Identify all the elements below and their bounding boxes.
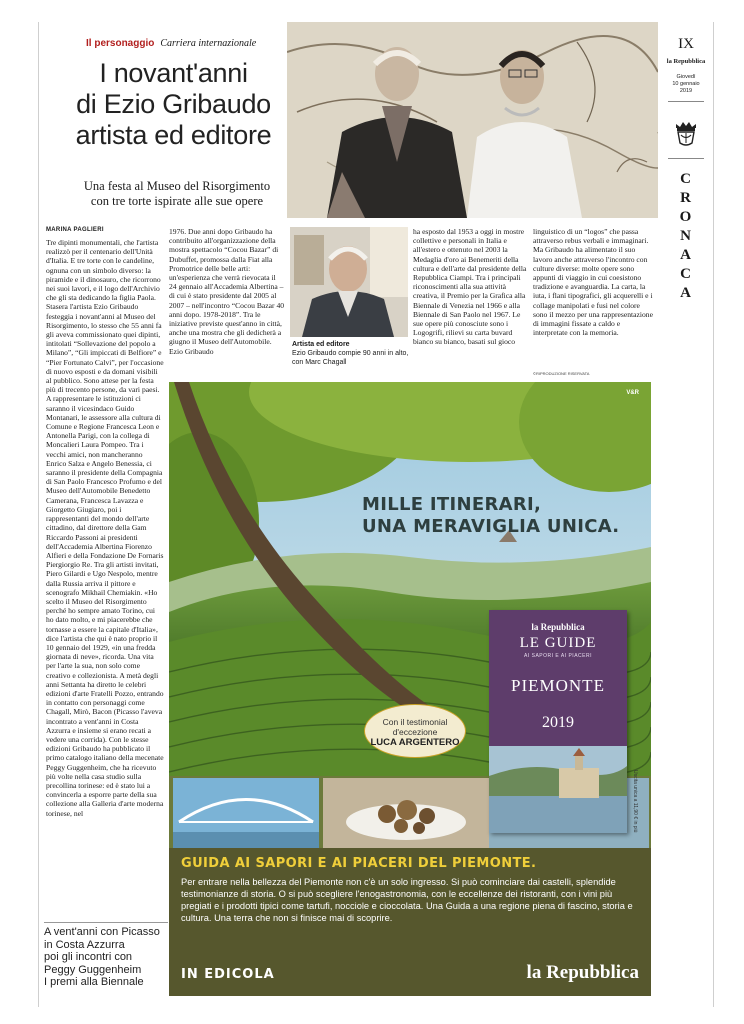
headline-line: I novant'anni xyxy=(99,58,248,88)
section-label xyxy=(670,170,702,303)
subheadline-line: con tre torte ispirate alle sue opere xyxy=(90,194,264,208)
price-note: Uscita unica a 11,90 € in più xyxy=(632,770,638,833)
main-photo xyxy=(287,22,658,218)
article-column-4: linguistico di un “logos” che passa attraverso rebus verbali e immaginari. Ma Gribaudo ha alimentato il suo lavoro anche attraverso l'incontro con culture diverse: molte opere sono appunti di viaggio in cui coesistono tradizione e avanguardia. La carta, la iuta, i flani tipografici, gli acquerelli e i collage manipolati e fusi nel colore sono il mezzo per una rappresentazione di immagini fissate a caldo e interpretate con la memoria. xyxy=(533,227,653,338)
ad-headline xyxy=(362,494,619,538)
ad-headline-line: UNA MERAVIGLIA UNICA. xyxy=(362,516,620,537)
subheadline-line: Una festa al Museo del Risorgimento xyxy=(83,179,271,193)
book-year: 2019 xyxy=(542,714,574,731)
section-letter: C xyxy=(680,171,692,187)
photo-caption: Ezio Gribaudo compie 90 anni in alto, con Marc Chagall xyxy=(292,350,409,366)
kicker-section: Il personaggio xyxy=(86,38,155,49)
advertisement[interactable] xyxy=(169,382,651,996)
date-line: 2019 xyxy=(679,88,693,94)
headline-line: artista ed editore xyxy=(75,120,272,150)
ad-body: Per entrare nella bellezza del Piemonte non c'è un solo ingresso. Si può cominciare dai castelli, splendide testimonianze di storia. O si può scegliere l'enogastronomia, con le eccellenze dei ristoranti, con i vini più pregiati e i prodotti tipici come tartufi, nocciole e cioccolata. Una Guida a una regione piena di fascino, storia e cultura. Una terra che non si finisce mai di scoprire. xyxy=(181,877,633,923)
divider xyxy=(668,101,704,102)
book-subtitle: AI SAPORI E AI PIACERI xyxy=(524,653,592,659)
pull-quote-line: A vent'anni con Picasso xyxy=(44,926,160,938)
subheadline xyxy=(82,179,272,209)
bubble-line xyxy=(365,717,465,737)
testimonial-name: LUCA ARGENTERO xyxy=(370,737,460,748)
bubble-line-1: Con il testimonial xyxy=(382,717,448,727)
headline-line: di Ezio Gribaudo xyxy=(76,89,271,119)
lake-castle-image xyxy=(489,746,627,833)
date-line: Giovedì xyxy=(676,74,696,80)
section-letter: A xyxy=(680,285,692,301)
repubblica-logo: la Repubblica xyxy=(526,962,639,983)
section-letter: A xyxy=(680,247,692,263)
section-letter: O xyxy=(679,209,693,225)
guide-book-cover xyxy=(489,610,638,833)
ad-title: GUIDA AI SAPORI E AI PIACERI DEL PIEMONTE. xyxy=(181,856,537,871)
pull-quote-line: poi gli incontri con xyxy=(44,951,133,963)
masthead-brand: la Repubblica xyxy=(666,58,706,65)
issue-date xyxy=(664,74,708,95)
book-region: PIEMONTE xyxy=(511,676,605,695)
copyright-note: ©RIPRODUZIONE RISERVATA xyxy=(533,371,590,376)
page-number: IX xyxy=(678,36,694,52)
article-column-3: ha esposto dal 1953 a oggi in mostre collettive e personali in Italia e all'estero e ottenuto nel 2003 la Medaglia d'oro ai Benemeriti della cultura e dell'arte dal presidente della Repubblica Ciampi. Tra i principali riconoscimenti alla sua attività creativa, il Premio per la Grafica alla Biennale di Venezia nel 1966 e alla Biennale di San Paolo nel 1967. Le sue opere più conosciute sono i Logogrifi, rilievi su carta buvard bianco su bianco, basati sul gioco xyxy=(413,227,527,347)
testimonial-bubble xyxy=(364,704,466,758)
pull-quote-line: in Costa Azzurra xyxy=(44,938,125,951)
pull-quote xyxy=(44,922,168,989)
book-series: LE GUIDE xyxy=(519,635,597,651)
section-letter: N xyxy=(680,228,692,244)
kicker-topic: Carriera internazionale xyxy=(160,38,257,49)
turin-crest-icon xyxy=(670,116,702,148)
divider xyxy=(668,158,704,159)
pull-quote-line: I premi alla Biennale xyxy=(44,976,144,988)
kicker xyxy=(86,38,256,49)
byline: MARINA PAGLIERI xyxy=(46,227,104,233)
book-brand: la Repubblica xyxy=(531,622,585,632)
ad-credit: V&R xyxy=(626,390,639,396)
section-letter: R xyxy=(680,190,692,206)
section-letter: C xyxy=(680,266,692,282)
article-column-2: 1976. Due anni dopo Gribaudo ha contribuito all'organizzazione della mostra spettacolo “Cocou Bazar” di Dubuffet, promossa dalla Fiat alla Promotrice delle belle arti: un'esperienza che verrà rievocata il 24 gennaio all'Accademia Albertina – di cui è stato presidente dal 2005 al 2007 – nell'incontro “Cocou Bazar 40 anni dopo. 1978-2018”. Tra le iniziative previste quest'anno in città, anche una mostra che gli dedicherà a giugno il Museo dell'Automobile. Ezio Gribaudo xyxy=(169,227,285,356)
date-line: 10 gennaio xyxy=(672,81,700,87)
article-column-1: Tre dipinti monumentali, che l'artista realizzò per il centenario dell'Unità d'Italia. E tre torte con le candeline, ognuna con un simbolo diverso: la piramide e il dinosauro, che ricorrono nei suoi lavori, e il logo dell'Archivio che gli sta dedicando la figlia Paola. Stasera l'artista Ezio Gribaudo festeggia i novant'anni al Museo del Risorgimento, lo stesso che 55 anni fa gli aveva commissionato quei dipinti, intitolati “Sollevazione del popolo a Milano”, “Gli impiccati di Belfiore” e “Pier Fortunato Calvi”, per l'occasione di nuovo esposti e da domani visibili al pubblico. Sono attese per la festa più di trecento persone, da vari paesi. A rappresentare le istituzioni ci saranno il vicesindaco Guido Montanari, le assessore alla cultura di Comune e Regione Francesca Leon e Antonella Parigi, con la collega di Moncalieri Laura Pompeo. Tra i vecchi amici, non mancheranno Enrico Salza e Angelo Benessia, ci saranno il presidente della Compagnia di San Paolo Francesco Profumo e del Museo dell'Automobile Benedetto Camerana, Francesca Lavazza e Giorgetto Giugiaro, poi i rappresentanti del mondo dell'arte cittadino, dal direttore della Gam Riccardo Passoni ai presidenti dell'Accademia Albertina Fiorenzo Alfieri e della Fondazione De Fornaris Piergiorgio Re. Tra gli artisti invitati, Piero Gilardi e Ugo Nespolo, mentre dalla Russia arriva il pittore e scenografo Mikhail Chemiakin. «Ho scelto il Museo del Risorgimento perché ho sempre amato Torino, cui ho dato molto, e mi piacerebbe che tornasse a essere la capitale d'Italia», dice l'artista che qui è nato proprio il 10 gennaio del 1929, «in una fredda giornata di neve», ricorda. Una vita per l'arte la sua, non solo come creativo e collezionista. A metà degli anni Settanta ha diretto le celebri edizioni d'arte Fratelli Pozzo, entrando in contatto con personaggi come Chagall, Mirò, Bacon (Picasso l'aveva incontrato a vent'anni in Costa Azzurra e insieme si erano recati a vedere una corrida). Con le stesse edizioni Gribaudo ha pubblicato il primo catalogo italiano della mecenate Peggy Guggenheim, che ha ricevuto più volte nella casa studio sulla precollina torinese: ed è stato lui a convincerla a esporre parte della sua collezione alla Galleria d'arte moderna torinese, nel xyxy=(46,238,164,818)
ad-headline-line: MILLE ITINERARI, xyxy=(362,494,542,515)
pull-quote-line: Peggy Guggenheim xyxy=(44,963,142,976)
bubble-line-2: d'eccezione xyxy=(392,727,438,737)
photo-caption-title: Artista ed editore xyxy=(292,341,350,348)
portrait-photo xyxy=(290,227,408,337)
ad-call-to-action: IN EDICOLA xyxy=(181,967,275,982)
headline xyxy=(66,58,281,151)
